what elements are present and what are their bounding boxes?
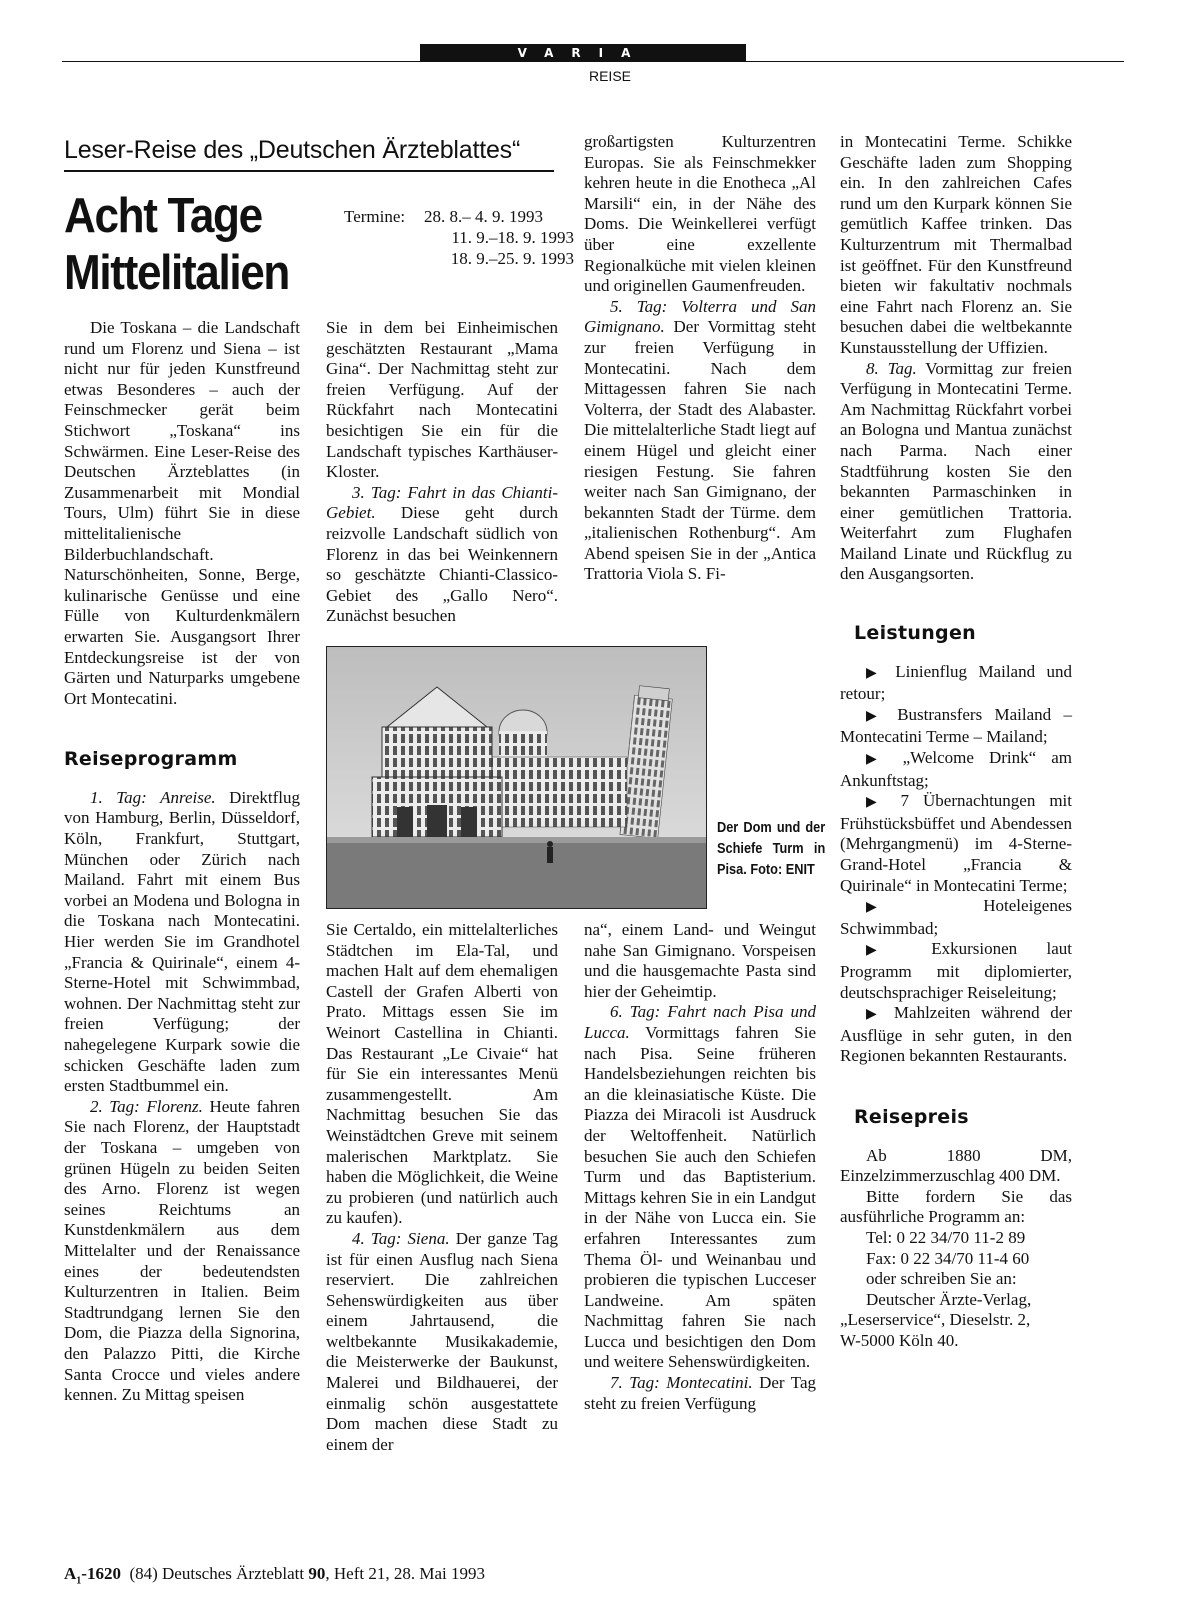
category-bar: VARIA bbox=[420, 44, 746, 62]
column-4 bbox=[840, 132, 1072, 1351]
day-4-label: 4. Tag: Siena. bbox=[352, 1228, 450, 1248]
day-6-paragraph: 6. Tag: Fahrt nach Pisa und Lucca. Vormittags fahren Sie nach Pisa. Seine früheren Handelsbeziehungen reichten bis an die kleinasiatische Küste. Die Piazza dei Miracoli ist Ausdruck der Weltoffenheit. Natürlich besuchen Sie auch den Schiefen Turm und das Baptisterium. Mittags kehren Sie in ein Landgut in der Nähe von Lucca ein. Sie erfahren Interessantes zum Thema Öl- und Weinanbau und probieren die typischen Lucceser Landweine. Am späten Nachmittag fahren Sie nach Lucca und besichtigen den Dom und weitere Sehenswürdigkeiten. bbox=[584, 1002, 816, 1372]
column-2-bottom bbox=[326, 920, 558, 1455]
date-1: 28. 8.– 4. 9. 1993 bbox=[424, 207, 543, 226]
day-5-label: 5. Tag: Volterra und San Gimignano. bbox=[584, 296, 816, 337]
bullet-icon: ▶ bbox=[866, 900, 928, 916]
address-street: „Leserservice“, Dieselstr. 2, bbox=[840, 1310, 1031, 1330]
service-item: ▶ Hoteleigenes Schwimmbad; bbox=[840, 896, 1072, 938]
fax-number: Fax: 0 22 34/70 11-4 60 bbox=[866, 1248, 1030, 1268]
intro-paragraph: Die Toskana – die Landschaft rund um Florenz und Siena – ist nicht nur für jeden Kunstfreund etwas Besonderes – auch der Feinschmecker gerät beim Stichwort „Toskana“ ins Schwärmen. Eine Leser-Reise des Deutschen Ärzteblattes (in Zusammenarbeit mit Mondial Tours, Ulm) führt Sie in diese mittelitalienische Bilderbuchlandschaft. Naturschönheiten, Sonne, Berge, kulinarische Genüsse und eine Fülle von Kulturdenkmälern erwarten Sie. Ausgangsort Ihrer Entdeckungsreise ist der von Gärten und Naturparks umgebene Ort Montecatini. bbox=[64, 318, 300, 708]
journal-ref: (84) Deutsches Ärzteblatt bbox=[129, 1564, 305, 1583]
day-5-paragraph: 5. Tag: Volterra und San Gimignano. Der Vormittag steht zur freien Verfügung in Montecatini. Nach dem Mittagessen fahren Sie nach Volterra, der Stadt des Alabaster. Die mittelalterliche Stadt liegt auf einem Hügel und gleicht einer riesigen Festung. Sie fahren weiter nach San Gimignano, der bekannten Stadt der Türme. dem „italienischen Rothenburg“. Am Abend speisen Sie in der „Antica Trattoria Viola S. Fi- bbox=[584, 296, 816, 584]
column-2-top bbox=[326, 318, 558, 627]
col4-top-paragraph: in Montecatini Terme. Schikke Geschäfte laden zum Shopping ein. In den zahlreichen Cafes rund um den Kurpark können Sie gemütlich Kaffee trinken. Das Kulturzentrum mit Thermalbad ist geöffnet. Für den Kunstfreund bieten wir fakultativ nochmals eine Fahrt nach Florenz an. Sie besuchen dabei die weltbekannte Kunstausstellung der Uffizien. bbox=[840, 132, 1072, 357]
date-3: 18. 9.–25. 9. 1993 bbox=[450, 249, 574, 268]
price-paragraph: Ab 1880 DM, Einzelzimmerzuschlag 400 DM. bbox=[840, 1145, 1072, 1186]
day-2-paragraph: 2. Tag: Florenz. Heute fahren Sie nach Florenz, der Hauptstadt der Toskana – umgeben von grünen Hügeln zu beiden Seiten des Arno. Florenz ist wegen seines Reichtums an Kunstdenkmälern aus dem Mittelalter und der Renaissance eines der bedeutendsten Kulturzentren in Italien. Beim Stadtrundgang lernen Sie den Dom, die Piazza della Signorina, den Palazzo Pitti, die Kirche Santa Crocce und vieles andere kennen. Zu Mittag speisen bbox=[64, 1096, 300, 1405]
article-headline bbox=[64, 188, 343, 302]
day-2-label: 2. Tag: Florenz. bbox=[90, 1096, 203, 1116]
photo-pisa-cathedral bbox=[326, 646, 707, 909]
dates-label: Termine: bbox=[344, 207, 406, 226]
day-1-paragraph: 1. Tag: Anreise. Direktflug von Hamburg, Berlin, Düsseldorf, Köln, Frankfurt, Stuttgart, München oder Zürich nach Mailand. Fahrt mit einem Bus vorbei an Modena und Bologna in die Toskana nach Montecatini. Hier werden Sie im Grandhotel „Francia & Quirinale“, einem 4-Sterne-Hotel mit Schwimmbad, wohnen. Der Nachmittag steht zur freien Verfügung; der nahegelegene Kurpark sowie die schicken Geschäfte laden zum ersten Stadtbummel ein. bbox=[64, 787, 300, 1096]
or-write-line: oder schreiben Sie an: bbox=[866, 1269, 1017, 1289]
service-item: ▶ Exkursionen laut Programm mit diplomierter, deutschsprachiger Reiseleitung; bbox=[840, 939, 1073, 1002]
bullet-icon: ▶ bbox=[866, 795, 887, 811]
address-city: W-5000 Köln 40. bbox=[840, 1330, 959, 1350]
headline-line-1: Acht Tage bbox=[64, 189, 262, 243]
headline-line-2: Mittelitalien bbox=[64, 246, 290, 300]
subhead-reiseprogramm: Reiseprogramm bbox=[64, 748, 238, 771]
pisa-photo-illustration bbox=[327, 647, 706, 908]
bullet-icon: ▶ bbox=[866, 943, 902, 959]
col2-top-paragraph: Sie in dem bei Einheimischen geschätzten Restaurant „Mama Gina“. Der Nachmittag steht zur freien Verfügung. Auf der Rückfahrt nach Montecatini besichtigen Sie ein für die Landschaft typisches Karthäuser-Kloster. bbox=[326, 318, 558, 482]
column-3-bottom bbox=[584, 920, 816, 1414]
day-6-label: 6. Tag: Fahrt nach Pisa und Lucca. bbox=[584, 1002, 816, 1042]
order-paragraph: Bitte fordern Sie das ausführliche Programm an: bbox=[840, 1186, 1072, 1227]
column-1 bbox=[64, 318, 300, 1406]
service-item: ▶ Bustransfers Mailand – Montecatini Terme – Mailand; bbox=[840, 704, 1073, 747]
address-name: Deutscher Ärzte-Verlag, bbox=[866, 1289, 1032, 1309]
bullet-icon: ▶ bbox=[866, 665, 884, 681]
phone-number: Tel: 0 22 34/70 11-2 89 bbox=[866, 1227, 1026, 1247]
day-3-label: 3. Tag: Fahrt in das Chianti-Gebiet. bbox=[326, 482, 558, 523]
day-3-paragraph: 3. Tag: Fahrt in das Chianti-Gebiet. Diese geht durch reizvolle Landschaft südlich von Florenz in das bei Weinkennern so geschätzte Chianti-Classico-Gebiet des „Gallo Nero“. Zunächst besuchen bbox=[326, 482, 558, 626]
tour-dates bbox=[344, 206, 574, 269]
column-3-top bbox=[584, 132, 816, 585]
section-label: REISE bbox=[588, 68, 631, 84]
col3-top-paragraph: großartigsten Kulturzentren Europas. Sie als Feinschmekker kehren heute in die Enotheca „Al Marsili“ ein, in der Nähe des Doms. Die Weinkellerei verfügt über eine exzellente Regionalküche mit vielen kleinen und originellen Gaumenfreuden. bbox=[584, 132, 816, 296]
bullet-icon: ▶ bbox=[866, 752, 888, 768]
volume-number: 90 bbox=[308, 1564, 326, 1583]
col3-bottom-paragraph: na“, einem Land- und Weingut nahe San Gimignano. Vorspeisen und die hausgemachte Pasta sind hier der Geheimtip. bbox=[584, 920, 816, 1001]
service-item: ▶ „Welcome Drink“ am Ankunftstag; bbox=[840, 748, 1072, 790]
subhead-leistungen: Leistungen bbox=[854, 622, 976, 645]
bullet-icon: ▶ bbox=[866, 708, 885, 724]
service-item: ▶ Linienflug Mailand und retour; bbox=[840, 661, 1072, 704]
subhead-reisepreis: Reisepreis bbox=[854, 1105, 969, 1128]
kicker-rule bbox=[64, 170, 554, 172]
service-item: ▶ 7 Übernachtungen mit Frühstücksbüffet und Abendessen (Mehrgangmenü) im 4-Sterne-Grand-Hotel „Francia & Quirinale“ in Montecatini Terme; bbox=[840, 791, 1073, 895]
day-8-paragraph: 8. Tag. Vormittag zur freien Verfügung in Montecatini Terme. Am Nachmittag Rückfahrt vorbei an Bologna und Mantua zunächst nach Parma. Nach einer Stadtführung kosten Sie den bekannten Parmaschinken in einer gemütlichen Trattoria. Weiterfahrt zum Flughafen Mailand Linate und Rückflug zu den Ausgangsorten. bbox=[840, 358, 1072, 584]
issue-date: , Heft 21, 28. Mai 1993 bbox=[325, 1564, 485, 1583]
col2-bottom-paragraph: Sie Certaldo, ein mittelalterliches Städtchen im Ela-Tal, und machen Halt auf dem ehemaligen Castell der Grafen Alberti von Prato. Mittags essen Sie im Weinort Castellina in Chianti. Das Restaurant „Le Civaie“ hat für Sie ein interessantes Menü zusammengestellt. Am Nachmittag besuchen Sie das Weinstädtchen Greve mit seinem malerischen Marktplatz. Sie haben die Möglichkeit, die Weine zu probieren (und natürlich auch zu kaufen). bbox=[326, 920, 558, 1228]
day-4-paragraph: 4. Tag: Siena. Der ganze Tag ist für einen Ausflug nach Siena reserviert. Die zahlreichen Sehenswürdigkeiten aus über einem Jahrtausend, die weltbekannte Musikakademie, die Meisterwerke der Baukunst, Malerei und Bildhauerei, der einmalig schön ausgestattete Dom machen diese Stadt zu einem der bbox=[326, 1228, 558, 1454]
date-2: 11. 9.–18. 9. 1993 bbox=[451, 228, 574, 247]
day-7-label: 7. Tag: Montecatini. bbox=[610, 1373, 753, 1393]
header-rule bbox=[62, 61, 1124, 62]
page-ref: $A_1-1620$ bbox=[64, 1564, 121, 1587]
bullet-icon: ▶ bbox=[866, 1007, 884, 1023]
photo-caption: Der Dom und der Schiefe Turm in Pisa. Foto: ENIT bbox=[717, 820, 826, 878]
day-8-label: 8. Tag. bbox=[866, 358, 917, 378]
day-1-label: 1. Tag: Anreise. bbox=[90, 787, 216, 807]
article-kicker: Leser-Reise des „Deutschen Ärzteblattes“ bbox=[64, 136, 521, 164]
service-item: ▶ Mahlzeiten während der Ausflüge in sehr guten, in den Regionen bekannten Restaurants. bbox=[840, 1003, 1073, 1066]
day-7-paragraph: 7. Tag: Montecatini. Der Tag steht zu freien Verfügung bbox=[584, 1373, 816, 1413]
page-footer bbox=[64, 1564, 624, 1586]
